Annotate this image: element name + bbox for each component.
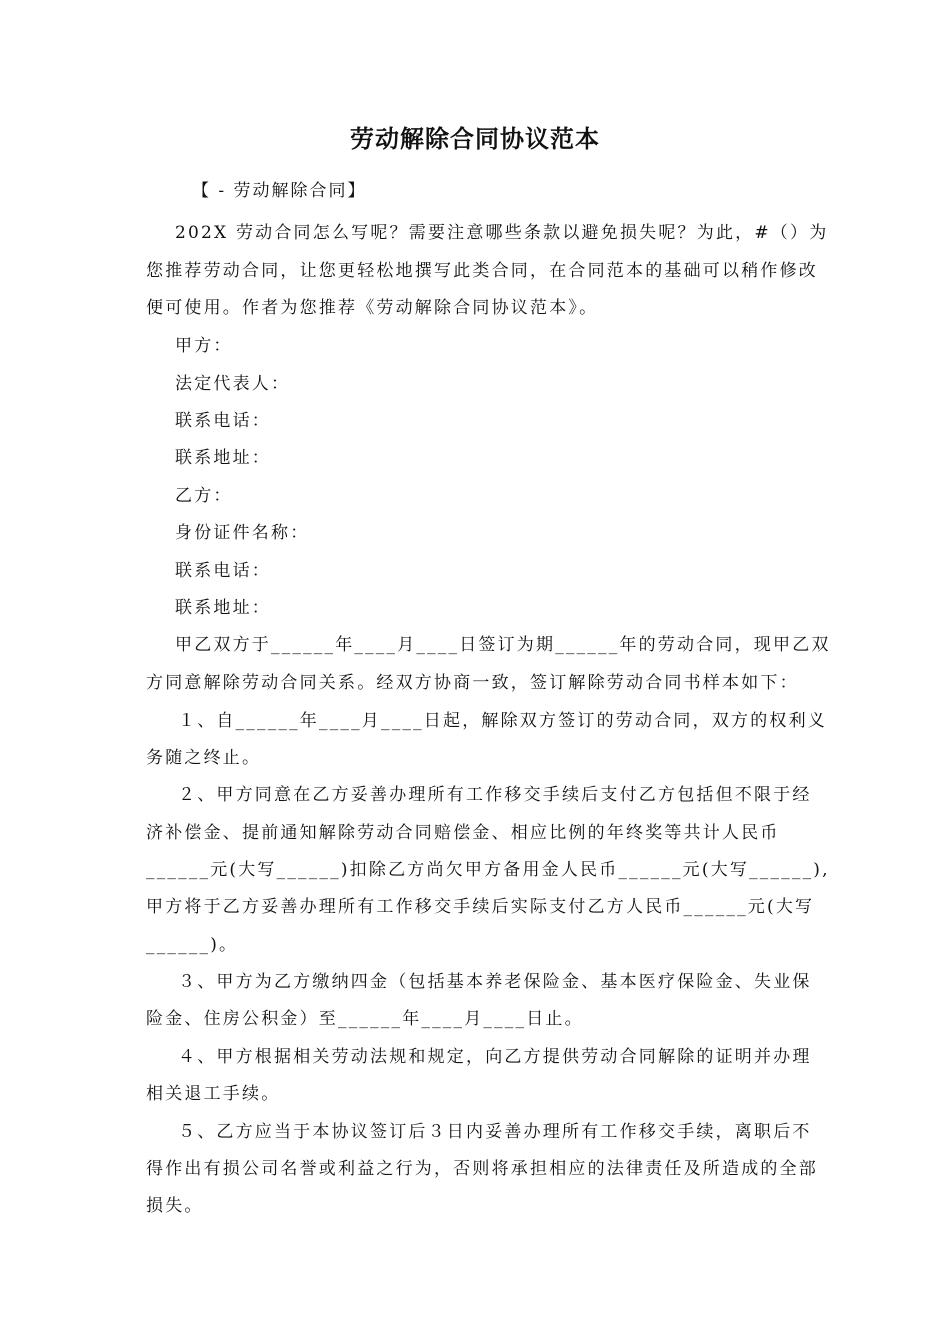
clause-3-line-2: 险金、住房公积金）至______年____月____日止。: [146, 1009, 584, 1029]
clause-4-line-1: ４、甲方根据相关劳动法规和规定，向乙方提供劳动合同解除的证明并办理: [178, 1047, 812, 1067]
clause-2-line-3: ______元(大写______)扣除乙方尚欠甲方备用金人民币______元(大写______),: [146, 860, 830, 880]
party-a-label: 甲方：: [175, 336, 233, 356]
legal-representative-label: 法定代表人：: [175, 374, 291, 394]
clause-2-line-4: 甲方将于乙方妥善办理所有工作移交手续后实际支付乙方人民币______元(大写: [146, 897, 815, 917]
party-a-address-label: 联系地址：: [175, 448, 271, 468]
clause-5-line-1: ５、乙方应当于本协议签订后３日内妥善办理所有工作移交手续，离职后不: [178, 1122, 812, 1142]
clause-1-line-1: １、自______年____月____日起，解除双方签订的劳动合同，双方的权利义: [178, 711, 827, 731]
id-document-label: 身份证件名称：: [175, 523, 310, 543]
party-b-address-label: 联系地址：: [175, 598, 271, 618]
document-subtitle: 【 - 劳动解除合同】: [192, 181, 367, 201]
clause-3-line-1: ３、甲方为乙方缴纳四金（包括基本养老保险金、基本医疗保险金、失业保: [178, 972, 812, 992]
clause-2-line-2: 济补偿金、提前通知解除劳动合同赔偿金、相应比例的年终奖等共计人民币: [146, 823, 780, 843]
intro-line-1: 202X 劳动合同怎么写呢？需要注意哪些条款以避免损失呢？为此，#（）为: [175, 223, 829, 243]
intro-line-3: 便可使用。作者为您推荐《劳动解除合同协议范本》。: [146, 298, 599, 318]
clause-2-line-1: ２、甲方同意在乙方妥善办理所有工作移交手续后支付乙方包括但不限于经: [178, 785, 812, 805]
clause-5-line-2: 得作出有损公司名誉或利益之行为，否则将承担相应的法律责任及所造成的全部: [146, 1159, 818, 1179]
party-b-phone-label: 联系电话：: [175, 561, 271, 581]
party-a-phone-label: 联系电话：: [175, 411, 271, 431]
clause-2-line-5: ______)。: [146, 935, 239, 955]
party-b-label: 乙方：: [175, 486, 233, 506]
agreement-line-2: 方同意解除劳动合同关系。经双方协商一致，签订解除劳动合同书样本如下：: [146, 673, 799, 693]
intro-line-2: 您推荐劳动合同，让您更轻松地撰写此类合同，在合同范本的基础可以稍作修改: [146, 261, 818, 281]
clause-5-line-3: 损失。: [146, 1196, 204, 1216]
agreement-line-1: 甲乙双方于______年____月____日签订为期______年的劳动合同，现甲乙双: [175, 635, 831, 655]
clause-4-line-2: 相关退工手续。: [146, 1084, 281, 1104]
document-title: 劳动解除合同协议范本: [350, 124, 600, 153]
clause-1-line-2: 务随之终止。: [146, 748, 262, 768]
